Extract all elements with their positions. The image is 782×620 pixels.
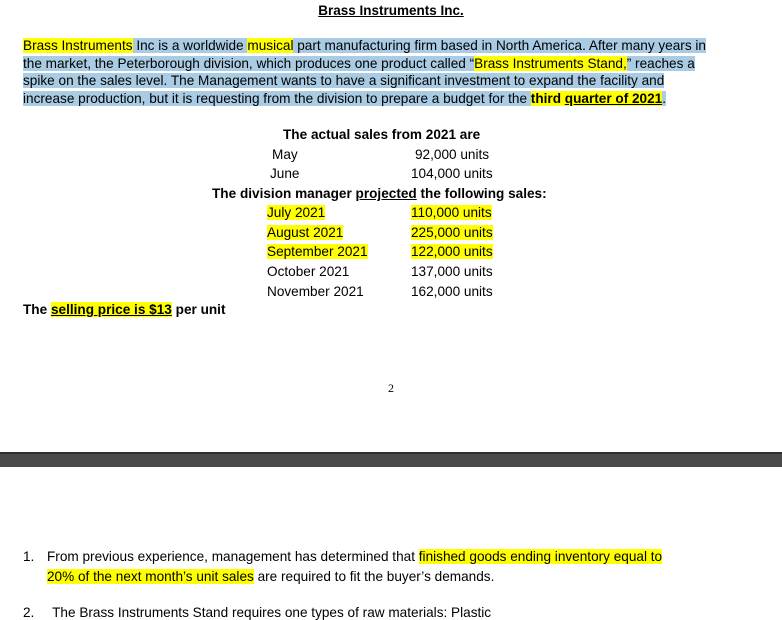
list-item-2-text: The Brass Instruments Stand requires one types of raw materials: Plastic <box>52 605 492 620</box>
projected-units-july: 110,000 units <box>411 205 492 220</box>
list-item-2 <box>23 605 763 620</box>
list-item-2-number: 2. <box>23 605 35 620</box>
paragraph-line-3: spike on the sales level. The Management wants to have a significant investment to expand the facility and <box>23 73 665 88</box>
actual-units-may: 92,000 units <box>415 147 490 162</box>
page-separator-edge <box>0 452 782 454</box>
page-separator <box>0 452 782 467</box>
document-page-2 <box>0 467 782 614</box>
projected-units-november: 162,000 units <box>411 284 493 299</box>
projected-units-september: 122,000 units <box>411 244 493 259</box>
actual-month-may: May <box>272 147 298 162</box>
intro-paragraph <box>23 37 753 107</box>
projected-month-august: August 2021 <box>267 225 344 240</box>
projected-units-august: 225,000 units <box>411 225 493 240</box>
page-number: 2 <box>388 381 394 395</box>
actual-sales-heading: The actual sales from 2021 are <box>283 127 481 142</box>
paragraph-line-2: the market, the Peterborough division, which produces one product called “Brass Instruments Stand,” reaches a <box>23 55 695 71</box>
selling-price-line: The selling price is $13 per unit <box>23 302 226 317</box>
projected-month-november: November 2021 <box>267 284 364 299</box>
projected-month-october: October 2021 <box>267 264 350 279</box>
projected-month-september: September 2021 <box>267 244 368 259</box>
projected-month-july: July 2021 <box>267 205 326 220</box>
paragraph-line-1: Brass Instruments Inc is a worldwide musical part manufacturing firm based in North America. After many years in <box>23 38 706 53</box>
projected-sales-heading: The division manager projected the following sales: <box>212 186 547 201</box>
actual-units-june: 104,000 units <box>411 166 493 181</box>
document-title: Brass Instruments Inc. <box>318 3 464 18</box>
paragraph-line-4: increase production, but it is requesting from the division to prepare a budget for the third quarter of 2021. <box>23 90 667 106</box>
projected-units-october: 137,000 units <box>411 264 493 279</box>
actual-month-june: June <box>270 166 300 181</box>
list-item-1-number: 1. <box>23 549 35 564</box>
list-item-1-text: From previous experience, management has determined that finished goods ending inventory equal to 20% of the next month’s unit sales are required to fit the buyer’s demands. <box>47 549 663 584</box>
